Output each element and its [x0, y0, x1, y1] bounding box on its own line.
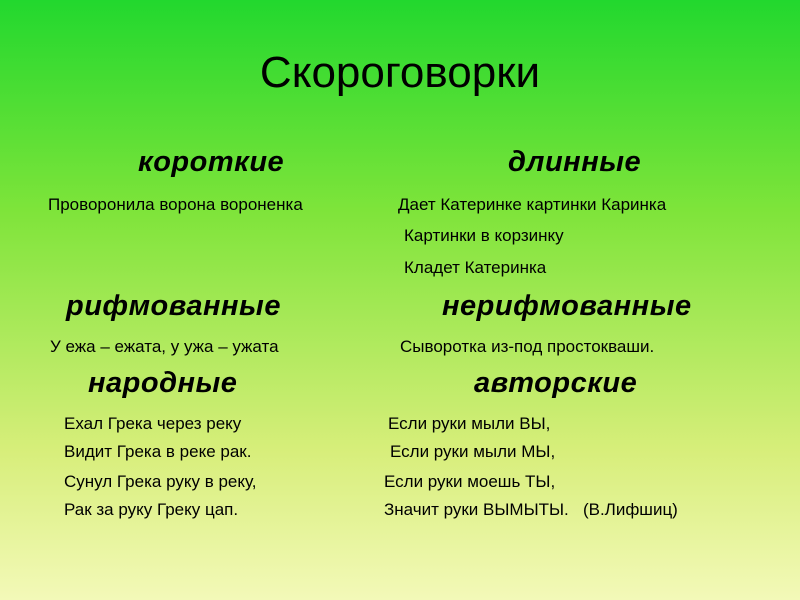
- heading-unrhymed: нерифмованные: [442, 290, 692, 322]
- short-line-1: Проворонила ворона вороненка: [48, 195, 303, 214]
- authored-line-2: Если руки мыли МЫ,: [390, 442, 556, 461]
- folk-line-3: Сунул Грека руку в реку,: [64, 472, 257, 491]
- heading-rhymed: рифмованные: [66, 290, 281, 322]
- slide-title: Скороговорки: [259, 48, 541, 97]
- heading-short: короткие: [138, 146, 285, 178]
- authored-line-4: Значит руки ВЫМЫТЫ. (В.Лифшиц): [384, 500, 678, 519]
- authored-line-1: Если руки мыли ВЫ,: [388, 414, 551, 433]
- heading-long: длинные: [508, 146, 642, 178]
- folk-line-2: Видит Грека в реке рак.: [64, 442, 252, 461]
- long-line-2: Картинки в корзинку: [404, 226, 564, 245]
- folk-line-1: Ехал Грека через реку: [64, 414, 242, 433]
- unrhymed-line-1: Сыворотка из-под простокваши.: [400, 337, 655, 356]
- heading-folk: народные: [88, 367, 238, 399]
- long-line-3: Кладет Катеринка: [404, 258, 547, 277]
- authored-line-3: Если руки моешь ТЫ,: [384, 472, 556, 491]
- long-line-1: Дает Катеринке картинки Каринка: [398, 195, 667, 214]
- rhymed-line-1: У ежа – ежата, у ужа – ужата: [50, 337, 279, 356]
- folk-line-4: Рак за руку Греку цап.: [64, 500, 239, 519]
- heading-authored: авторские: [474, 367, 638, 399]
